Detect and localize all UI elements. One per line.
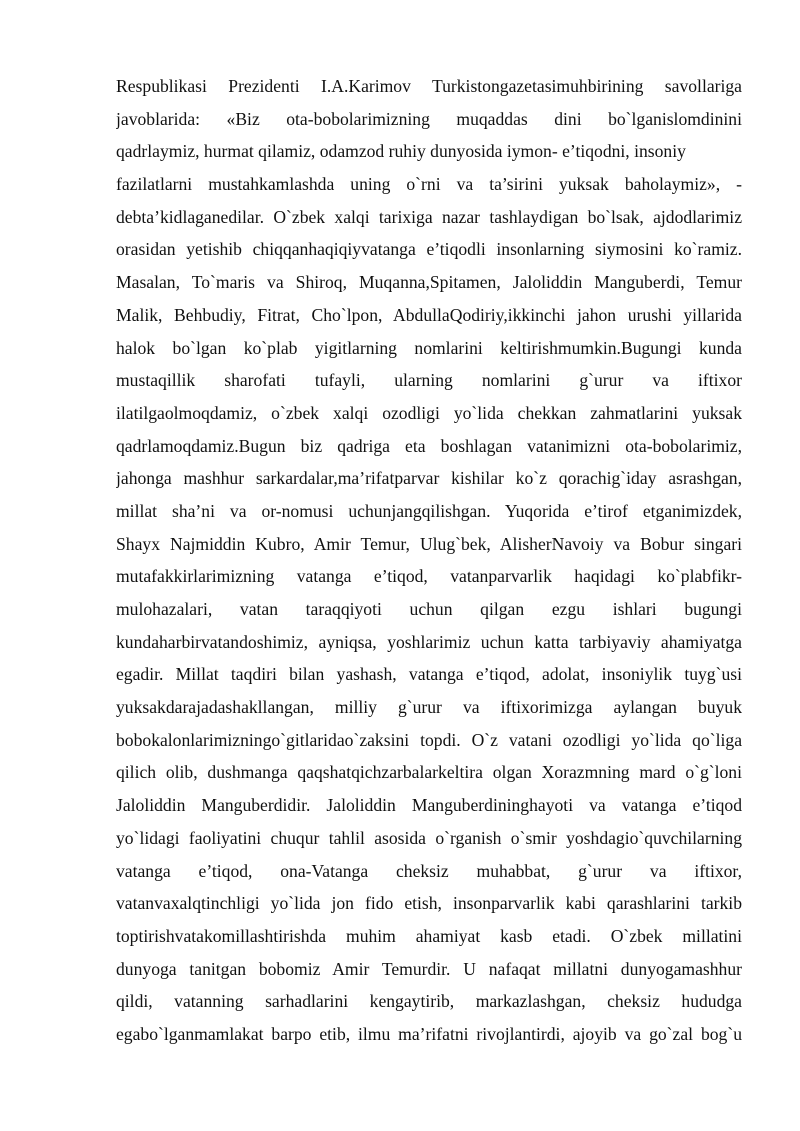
text-line: toptirishvatakomillashtirishda muhim ahamiyat kasb etadi. O`zbek millatini (116, 925, 742, 946)
text-line: halok bo`lgan ko`plab yigitlarning nomlarini keltirishmumkin.Bugungi kunda (116, 337, 742, 358)
text-line: Shayx Najmiddin Kubro, Amir Temur, Ulug`bek, AlisherNavoiy va Bobur singari (116, 533, 742, 554)
text-line: millat sha’ni va or-nomusi uchunjangqilishgan. Yuqorida e’tirof etganimizdek, (116, 500, 742, 521)
text-line: ilatilgaolmoqdamiz, o`zbek xalqi ozodligi yo`lida chekkan zahmatlarini yuksak (116, 402, 742, 423)
text-line: jahonga mashhur sarkardalar,ma’rifatparvar kishilar ko`z qorachig`iday asrashgan, (116, 468, 742, 489)
text-line: orasidan yetishib chiqqanhaqiqiyvatanga e’tiqodli insonlarning siymosini ko`ramiz. (116, 239, 742, 260)
text-line: Respublikasi Prezidenti I.A.Karimov Turkistongazetasimuhbirining savollariga (116, 76, 742, 96)
text-line: vatanga e’tiqod, ona-Vatanga cheksiz muhabbat, g`urur va iftixor, (116, 860, 742, 881)
text-line: yuksakdarajadashakllangan, milliy g`urur va iftixorimizga aylangan buyuk (116, 697, 742, 718)
text-line: yo`lidagi faoliyatini chuqur tahlil asosida o`rganish o`smir yoshdagio`quvchilarning (116, 827, 742, 848)
text-line: bobokalonlarimizningo`gitlaridao`zaksini topdi. O`z vatani ozodligi yo`lida qo`liga (116, 729, 742, 750)
text-line: Jaloliddin Manguberdidir. Jaloliddin Manguberdininghayoti va vatanga e’tiqod (116, 795, 742, 816)
text-line: egabo`lganmamlakat barpo etib, ilmu ma’rifatni rivojlantirdi, ajoyib va go`zal bog`u (116, 1023, 742, 1044)
text-line: Masalan, To`maris va Shiroq, Muqanna,Spitamen, Jaloliddin Manguberdi, Temur (116, 272, 742, 293)
text-line: egadir. Millat taqdiri bilan yashash, vatanga e’tiqod, adolat, insoniylik tuyg`usi (116, 664, 742, 685)
text-line: qilich olib, dushmanga qaqshatqichzarbalarkeltira olgan Xorazmning mard o`g`loni (116, 762, 742, 783)
text-line: mutafakkirlarimizning vatanga e’tiqod, vatanparvarlik haqidagi ko`plabfikr- (116, 566, 742, 587)
text-line: kundaharbirvatandoshimiz, ayniqsa, yoshlarimiz uchun katta tarbiyaviy ahamiyatga (116, 631, 742, 652)
text-line: vatanvaxalqtinchligi yo`lida jon fido etish, insonparvarlik kabi qarashlarini tarkib (116, 893, 742, 914)
text-line: fazilatlarni mustahkamlashda uning o`rni va ta’sirini yuksak baholaymiz», - (116, 174, 742, 195)
text-line: qildi, vatanning sarhadlarini kengaytirib, markazlashgan, cheksiz hududga (116, 991, 742, 1012)
text-line: mulohazalari, vatan taraqqiyoti uchun qilgan ezgu ishlari bugungi (116, 599, 742, 619)
text-line: mustaqillik sharofati tufayli, ularning nomlarini g`urur va iftixor (116, 370, 742, 391)
text-line: qadrlamoqdamiz.Bugun biz qadriga eta boshlagan vatanimizni ota-bobolarimiz, (116, 435, 742, 456)
text-line: dunyoga tanitgan bobomiz Amir Temurdir. U nafaqat millatni dunyogamashhur (116, 958, 742, 979)
text-line: qadrlaymiz, hurmat qilamiz, odamzod ruhiy dunyosida iymon- e’tiqodni, insoniy (116, 141, 686, 162)
body-paragraph (116, 70, 742, 1051)
document-page (116, 70, 742, 1051)
text-line: javoblarida: «Biz ota-bobolarimizning muqaddas dini bo`lganislomdinini (116, 108, 742, 129)
text-line: Malik, Behbudiy, Fitrat, Cho`lpon, AbdullaQodiriy,ikkinchi jahon urushi yillarida (116, 304, 742, 325)
text-line: debta’kidlaganedilar. O`zbek xalqi tarixiga nazar tashlaydigan bo`lsak, ajdodlarimiz (116, 206, 742, 227)
